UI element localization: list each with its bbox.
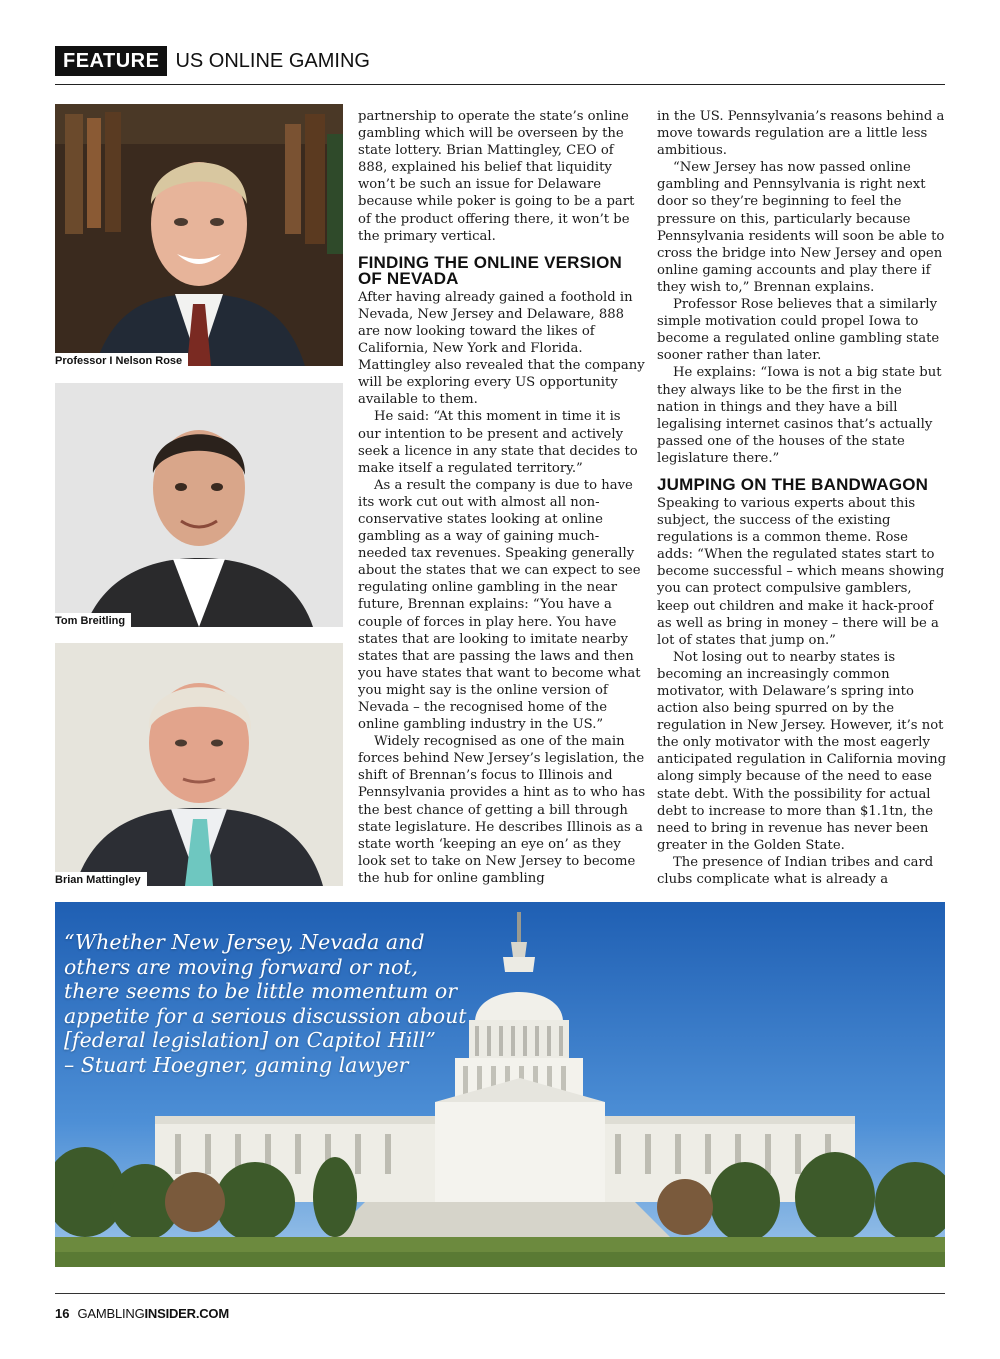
footer-divider	[55, 1293, 945, 1294]
paragraph: partnership to operate the state’s online gambling which will be overseen by the state lottery. Brian Mattingley, CEO of 888, explained his belief that liquidity won’t be such an issue for Delaware because while poker is going to be a part of the product offering there, it won’t be the primary vertical.	[358, 109, 635, 244]
section-heading: JUMPING ON THE BANDWAGON	[657, 474, 929, 494]
portrait-brian-mattingley	[55, 643, 343, 886]
site-name-part2: INSIDER.COM	[144, 1306, 229, 1321]
header-divider	[55, 84, 945, 85]
page-footer	[55, 1306, 229, 1321]
site-name-part1: GAMBLING	[77, 1306, 145, 1321]
page-header	[55, 46, 370, 76]
paragraph: Speaking to various experts about this subject, the success of the existing regulations is a common theme. Rose adds: “When the regulated states start to become successful – which means showing you can protect compulsive gamblers, keep out children and make it hack-proof as well as bring in money – there will be a lot of states that jump on.”	[657, 495, 945, 648]
photo-caption: Professor I Nelson Rose	[55, 353, 188, 369]
pull-quote-text: “Whether New Jersey, Nevada and others are moving forward or not, there seems to be little momentum or appetite for a serious discussion about [federal legislation] on Capitol Hill”	[64, 930, 467, 1053]
article-column-1	[358, 108, 646, 887]
feature-label: FEATURE	[55, 46, 167, 76]
paragraph: After having already gained a foothold in Nevada, New Jersey and Delaware, 888 are now looking toward the likes of California, New York and Florida. Mattingley also revealed that the company will be exploring every US opportunity available to them.	[358, 289, 645, 408]
paragraph: The presence of Indian tribes and card clubs complicate what is already a	[657, 854, 934, 888]
section-title: US ONLINE GAMING	[175, 50, 370, 72]
paragraph: Not losing out to nearby states is becoming an increasingly common motivator, with Delaware’s spring into action also being spurred on by the regulation in New Jersey. However, it’s not the only motivator with the most eagerly anticipated regulation in California moving along simply because of the need to ease state debt. With the possibility for actual debt to increase to more than $1.1tn, the need to bring in revenue has never been greater in the Golden State.	[657, 649, 947, 853]
paragraph: in the US. Pennsylvania’s reasons behind a move towards regulation are a little less ambitious.	[657, 109, 945, 159]
article-column-2	[657, 108, 947, 888]
photo-caption: Tom Breitling	[55, 613, 131, 629]
paragraph: Professor Rose believes that a similarly simple motivation could propel Iowa to become a regulated online gambling state sooner rather than later.	[657, 297, 940, 364]
section-heading: FINDING THE ONLINE VERSION OF NEVADA	[358, 252, 622, 288]
paragraph: He explains: “Iowa is not a big state but they always like to be the first in the nation in things and they have a bill legalising internet casinos that’s actually passed one of the houses of the state legislature there.”	[657, 365, 942, 466]
photo-caption: Brian Mattingley	[55, 872, 147, 888]
paragraph: He said: “At this moment in time it is our intention to be present and actively seek a licence in any state that decides to make itself a regulated territory.”	[358, 409, 638, 476]
paragraph: Widely recognised as one of the main forces behind New Jersey’s legislation, the shift of Brennan’s focus to Illinois and Pennsylvania provides a hint as to who has the best chance of getting a bill through state legislature. He describes Illinois as a state worth ‘keeping an eye on’ as they look set to take on New Jersey to become the hub for online gambling	[358, 734, 646, 886]
paragraph: As a result the company is due to have its work cut out with almost all non-conservative states looking at online gambling as a way of gaining much-needed tax revenues. Speaking generally about the states that we can expect to see regulating online gambling in the near future, Brennan explains: “You have a couple of forces in play here. You have states that are looking to imitate nearby states that are passing the laws and then you have states that want to become what you might say is the online version of Nevada – the recognised home of the online gambling industry in the US.”	[358, 477, 641, 733]
portrait-tom-breitling	[55, 383, 343, 627]
pull-quote	[64, 930, 474, 1078]
page-number: 16	[55, 1306, 70, 1321]
paragraph: “New Jersey has now passed online gambling and Pennsylvania is right next door so they’re beginning to feel the pressure on this, particularly because Pennsylvania residents will soon be able to cross the bridge into New Jersey and open online gaming accounts and play there if they wish to,” Brennan explains.	[657, 160, 945, 295]
portrait-nelson-rose	[55, 104, 343, 366]
pull-quote-attribution: – Stuart Hoegner, gaming lawyer	[64, 1052, 409, 1077]
